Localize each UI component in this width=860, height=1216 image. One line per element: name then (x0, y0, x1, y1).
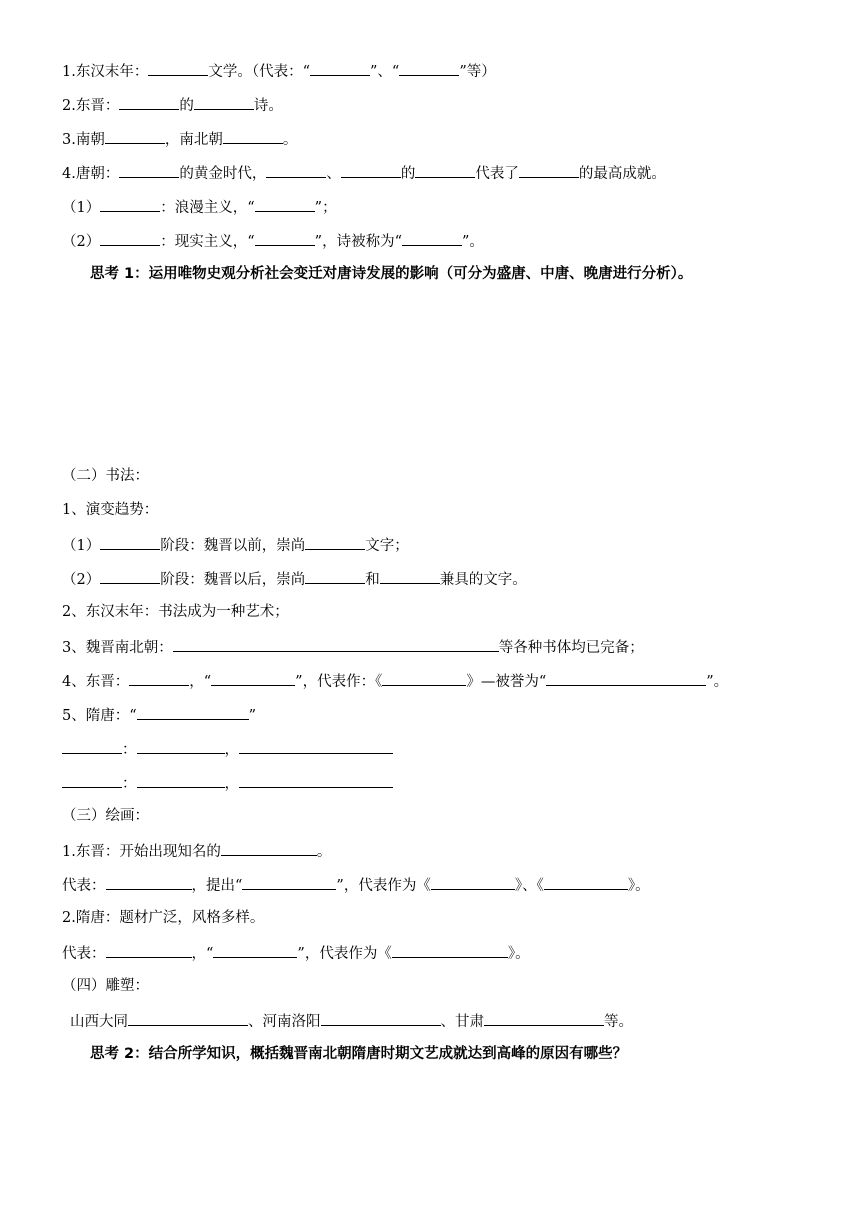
fill-blank[interactable] (100, 568, 160, 584)
text: ： (122, 776, 137, 792)
text: 代表了 (475, 166, 519, 182)
text: 的 (400, 166, 416, 182)
fill-blank[interactable] (382, 670, 466, 686)
painting-point-2: 2.隋唐：题材广泛，风格多样。 (62, 910, 265, 926)
text: 3.南朝 (62, 132, 105, 148)
text: ”、“ (370, 64, 400, 80)
fill-blank[interactable] (242, 874, 336, 890)
text: 诗。 (253, 98, 283, 114)
text: ”，代表作为《 (297, 946, 392, 962)
fill-blank[interactable] (305, 534, 365, 550)
painting-rep-2 (62, 942, 530, 964)
text: ”，诗被称为“ (314, 234, 402, 250)
fill-blank[interactable] (255, 196, 315, 212)
calligraphy-stage-1 (62, 534, 409, 556)
text: ， (224, 742, 239, 758)
section-heading-calligraphy: （二）书法： (62, 468, 149, 484)
fill-blank[interactable] (173, 636, 499, 652)
text: 的最高成就。 (578, 166, 666, 182)
text: 文字； (365, 538, 409, 554)
fill-blank[interactable] (137, 772, 225, 788)
text: ， (224, 776, 239, 792)
fill-blank[interactable] (100, 534, 160, 550)
text: 、甘肃 (440, 1014, 484, 1030)
calligraphy-point-4 (62, 670, 728, 692)
fill-blank[interactable] (402, 230, 462, 246)
text: ”； (314, 200, 337, 216)
fill-blank[interactable] (321, 1010, 441, 1026)
text: 2.东晋： (62, 98, 120, 114)
text: 兼具的文字。 (439, 572, 527, 588)
text: 》、《 (514, 878, 544, 894)
fill-blank[interactable] (519, 162, 579, 178)
fill-blank[interactable] (255, 230, 315, 246)
fill-blank[interactable] (305, 568, 365, 584)
fill-blank[interactable] (100, 230, 160, 246)
text: 3、魏晋南北朝： (62, 640, 173, 656)
text: 1.东晋：开始出现知名的 (62, 844, 221, 860)
fill-blank[interactable] (129, 670, 189, 686)
fill-blank[interactable] (194, 94, 254, 110)
fill-blank[interactable] (119, 94, 179, 110)
fill-blank[interactable] (62, 772, 122, 788)
fill-blank[interactable] (266, 162, 326, 178)
text: 代表： (62, 946, 106, 962)
text: 、 (326, 166, 341, 182)
text: 文学。（代表：“ (208, 64, 311, 80)
text: ，“ (191, 946, 214, 962)
calligraphy-sub-row-2 (62, 772, 393, 794)
fill-blank[interactable] (148, 60, 208, 76)
calligraphy-stage-2 (62, 568, 527, 590)
fill-blank[interactable] (223, 128, 283, 144)
text: 4.唐朝： (62, 166, 120, 182)
text: 等。 (604, 1014, 633, 1030)
text: 的黄金时代， (179, 166, 267, 182)
fill-blank[interactable] (380, 568, 440, 584)
lit-line-6 (62, 230, 484, 252)
text: 、河南洛阳 (248, 1014, 321, 1030)
text: 和 (365, 572, 380, 588)
lit-line-3 (62, 128, 297, 150)
fill-blank[interactable] (239, 738, 393, 754)
text: ”等） (459, 64, 496, 80)
fill-blank[interactable] (100, 196, 160, 212)
fill-blank[interactable] (106, 942, 192, 958)
think-question-1: 思考 1：运用唯物史观分析社会变迁对唐诗发展的影响（可分为盛唐、中唐、晚唐进行分析）。 (90, 266, 693, 282)
think-question-2: 思考 2：结合所学知识，概括魏晋南北朝隋唐时期文艺成就达到高峰的原因有哪些？ (90, 1046, 628, 1062)
text: （1） (62, 200, 101, 216)
text: （1） (62, 538, 101, 554)
section-heading-painting: （三）绘画： (62, 808, 149, 824)
lit-line-5 (62, 196, 337, 218)
text: 》—被誉为“ (466, 674, 547, 690)
calligraphy-point-5 (62, 704, 256, 726)
fill-blank[interactable] (392, 942, 508, 958)
text: ：浪漫主义，“ (160, 200, 255, 216)
text: 1.东汉末年： (62, 64, 149, 80)
lit-line-4 (62, 162, 666, 184)
text: ：现实主义，“ (160, 234, 255, 250)
text: 4、东晋： (62, 674, 130, 690)
fill-blank[interactable] (105, 128, 165, 144)
text: 5、隋唐：“ (62, 708, 137, 724)
text: 。 (282, 132, 298, 148)
text: 山西大同 (70, 1014, 128, 1030)
fill-blank[interactable] (341, 162, 401, 178)
fill-blank[interactable] (62, 738, 122, 754)
sculpture-line (70, 1010, 633, 1032)
text: ”，代表作：《 (295, 674, 383, 690)
fill-blank[interactable] (221, 840, 317, 856)
fill-blank[interactable] (119, 162, 179, 178)
calligraphy-sub-row-1 (62, 738, 393, 760)
text: ”。 (706, 674, 729, 690)
fill-blank[interactable] (415, 162, 475, 178)
text: ，“ (189, 674, 212, 690)
fill-blank[interactable] (239, 772, 393, 788)
text: 阶段：魏晋以后，崇尚 (160, 572, 306, 588)
text: ，南北朝 (164, 132, 223, 148)
fill-blank[interactable] (546, 670, 706, 686)
fill-blank[interactable] (213, 942, 297, 958)
fill-blank[interactable] (128, 1010, 248, 1026)
painting-point-1 (62, 840, 331, 862)
text: 等各种书体均已完备； (498, 640, 644, 656)
text: 阶段：魏晋以前，崇尚 (160, 538, 306, 554)
painting-rep-1 (62, 874, 650, 896)
calligraphy-point-3 (62, 636, 644, 658)
lit-line-2 (62, 94, 283, 116)
fill-blank[interactable] (211, 670, 295, 686)
text: （2） (62, 234, 101, 250)
fill-blank[interactable] (137, 704, 249, 720)
fill-blank[interactable] (484, 1010, 604, 1026)
fill-blank[interactable] (310, 60, 370, 76)
text: ”，代表作为《 (336, 878, 431, 894)
text: （2） (62, 572, 101, 588)
fill-blank[interactable] (106, 874, 192, 890)
fill-blank[interactable] (431, 874, 515, 890)
lit-line-1 (62, 60, 496, 82)
text: 的 (179, 98, 194, 114)
text: 》。 (627, 878, 650, 894)
fill-blank[interactable] (399, 60, 459, 76)
text: ” (248, 708, 257, 724)
text: ： (122, 742, 137, 758)
text: ，提出“ (191, 878, 243, 894)
text: 代表： (62, 878, 106, 894)
section-heading-sculpture: （四）雕塑： (62, 978, 149, 994)
text: ”。 (461, 234, 484, 250)
calligraphy-trend: 1、演变趋势： (62, 502, 159, 518)
text: 。 (316, 844, 332, 860)
text: 》。 (507, 946, 530, 962)
fill-blank[interactable] (137, 738, 225, 754)
fill-blank[interactable] (544, 874, 628, 890)
calligraphy-point-2: 2、东汉末年：书法成为一种艺术； (62, 604, 289, 620)
